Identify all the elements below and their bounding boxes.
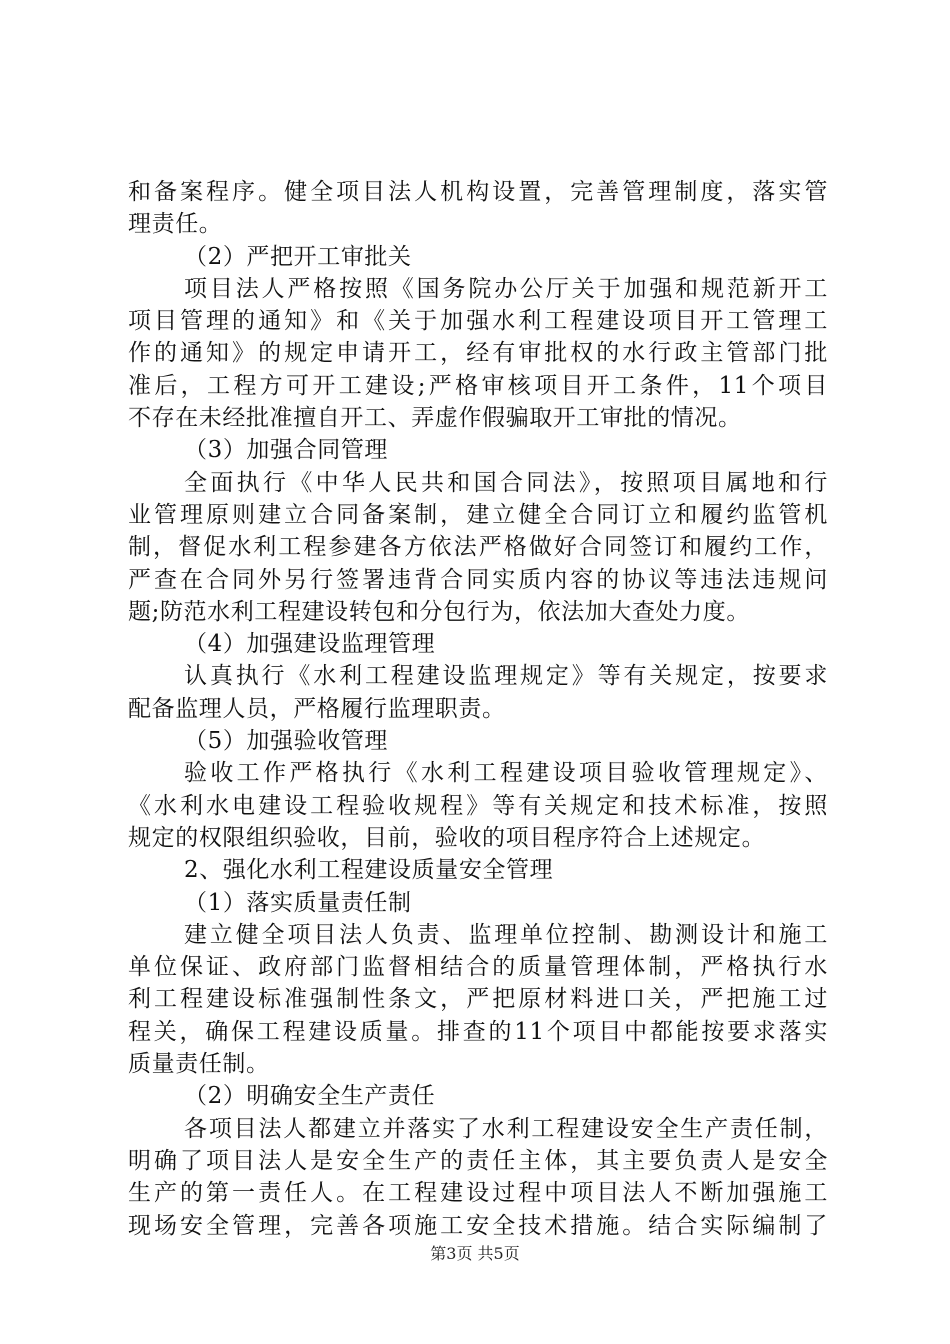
text-line: 理责任。 [128,211,223,238]
text-line: （2）明确安全生产责任 [184,1083,436,1110]
text-line: （4）加强建设监理管理 [184,631,436,658]
text-line: （3）加强合同管理 [184,437,389,464]
text-line: （1）落实质量责任制 [184,889,412,916]
text-line: 单位保证、政府部门监督相结合的质量管理体制，严格执行水 [128,954,828,981]
text-line: 全面执行《中华人民共和国合同法》，按照项目属地和行 [184,469,828,496]
text-line: 生产的第一责任人。在工程建设过程中项目法人不断加强施工 [128,1180,828,1207]
text-line: （2）严把开工审批关 [184,243,412,270]
page-footer [0,1243,950,1265]
text-line: 2、强化水利工程建设质量安全管理 [184,857,554,884]
text-line: 项目管理的通知》和《关于加强水利工程建设项目开工管理工 [128,308,828,335]
text-line: 程关，确保工程建设质量。排查的11个项目中都能按要求落实 [128,1018,828,1045]
text-line: 利工程建设标准强制性条文，严把原材料进口关，严把施工过 [128,986,828,1013]
text-line: 明确了项目法人是安全生产的责任主体，其主要负责人是安全 [128,1147,828,1174]
document-body [128,176,828,1242]
text-line: 配备监理人员，严格履行监理职责。 [128,695,506,722]
text-line: 质量责任制。 [128,1051,270,1078]
text-line: （5）加强验收管理 [184,728,389,755]
text-line: 各项目法人都建立并落实了水利工程建设安全生产责任制， [184,1115,828,1142]
text-line: 现场安全管理，完善各项施工安全技术措施。结合实际编制了 [128,1212,828,1239]
text-line: 业管理原则建立合同备案制，建立健全合同订立和履约监管机 [128,501,828,528]
text-line: 作的通知》的规定申请开工，经有审批权的水行政主管部门批 [128,340,828,367]
text-line: 认真执行《水利工程建设监理规定》等有关规定，按要求 [184,663,828,690]
text-line: 制，督促水利工程参建各方依法严格做好合同签订和履约工作， [128,534,828,561]
text-line: 建立健全项目法人负责、监理单位控制、勘测设计和施工 [184,921,828,948]
text-line: 严查在合同外另行签署违背合同实质内容的协议等违法违规问 [128,566,828,593]
text-line: 《水利水电建设工程验收规程》等有关规定和技术标准，按照 [128,792,828,819]
text-line: 规定的权限组织验收，目前，验收的项目程序符合上述规定。 [128,824,766,851]
text-line: 准后，工程方可开工建设;严格审核项目开工条件，11个项目 [128,372,828,399]
text-line: 不存在未经批准擅自开工、弄虚作假骗取开工审批的情况。 [128,405,742,432]
text-line: 和备案程序。健全项目法人机构设置，完善管理制度，落实管 [128,179,828,205]
page-number: 第3页 共5页 [430,1244,520,1263]
text-line: 题;防范水利工程建设转包和分包行为，依法加大查处力度。 [128,598,750,625]
text-line: 验收工作严格执行《水利工程建设项目验收管理规定》、 [184,760,828,787]
text-line: 项目法人严格按照《国务院办公厅关于加强和规范新开工 [184,275,828,302]
